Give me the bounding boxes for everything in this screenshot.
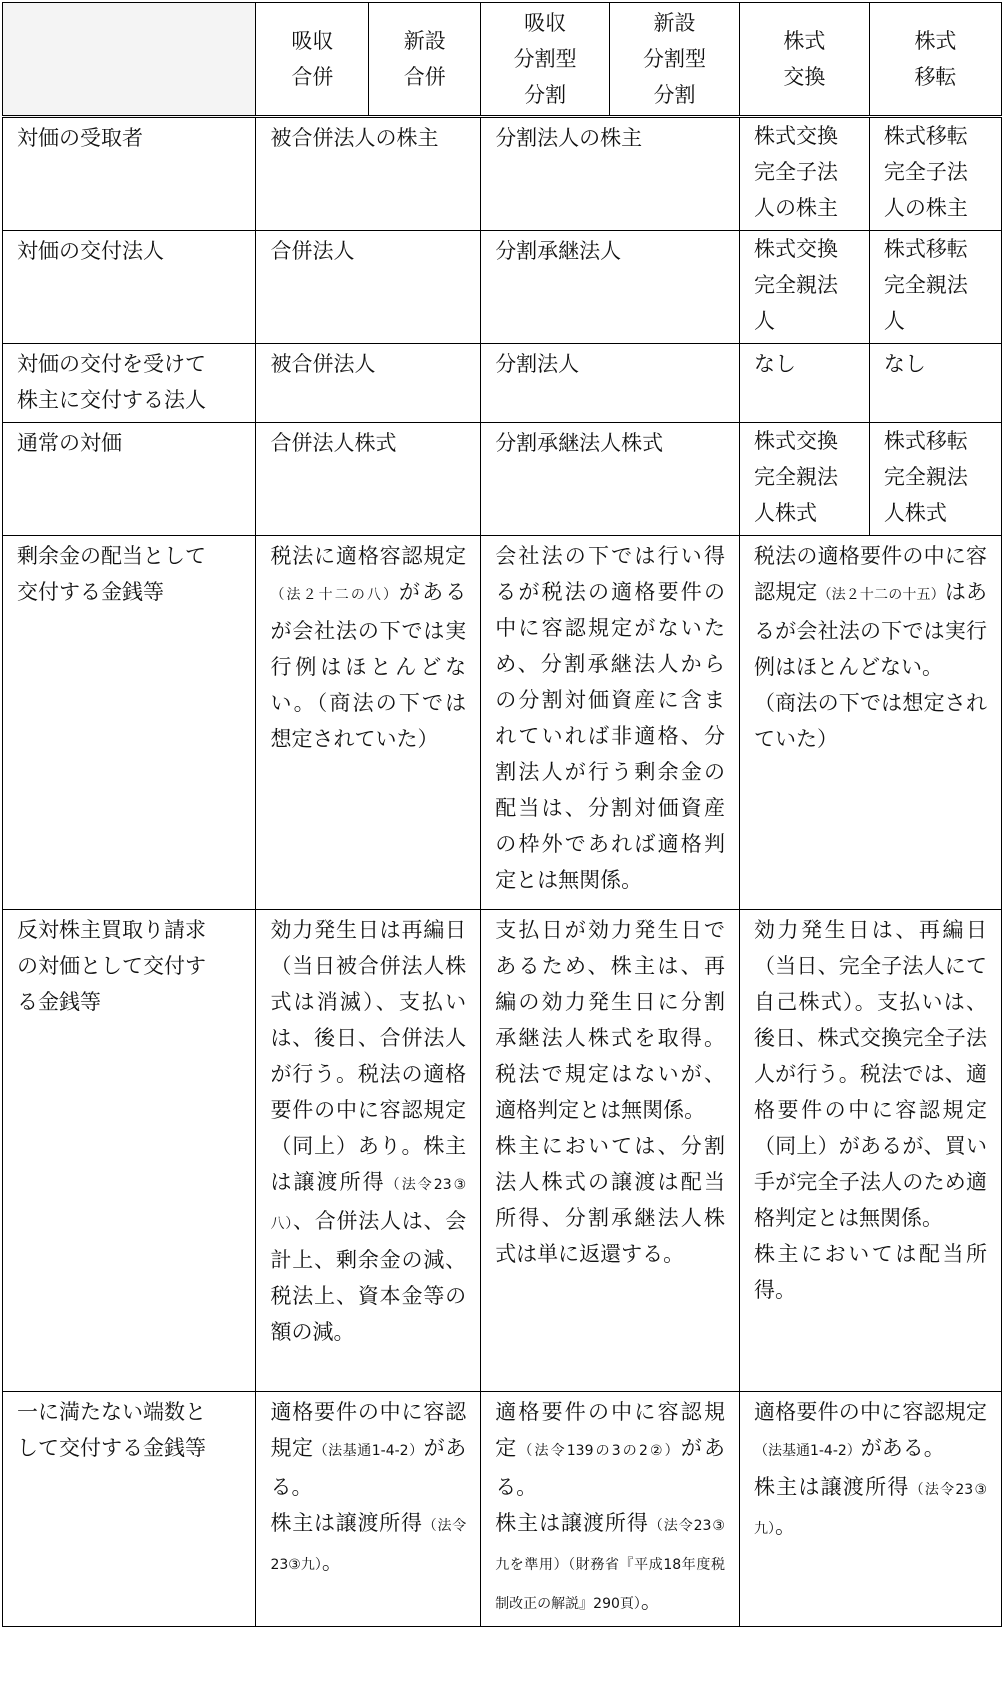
merger-cell: 税法に適格容認規定（法２十二の八）があるが会社法の下では実行例はほとんどない。（商法の下では想定されていた） [256,536,481,910]
exchange-transfer-cell: 効力発生日は、再編日（当日、完全子法人にて自己株式）。支払いは、後日、株式交換完全子法人が行う。税法では、適格要件の中に容認規定（同上）があるが、買い手が完全子法人のため適格判定とは無関係。 株主においては配当所得。 [739,910,1001,1392]
header-share-transfer: 株式 移転 [869,3,1001,117]
split-cell: 分割法人の株主 [481,117,740,231]
merger-cell: 適格要件の中に容認規定（法基通1-4-2）がある。 株主は譲渡所得（法令23③九）。 [256,1392,481,1627]
reorganization-comparison-table [2,2,1002,1627]
transfer-cell: 株式移転 完全子法 人の株主 [869,117,1001,231]
row-label: 対価の交付を受けて 株主に交付する法人 [3,344,256,423]
table-row [3,117,1002,231]
table-row [3,344,1002,423]
transfer-cell: 株式移転 完全親法 人 [869,231,1001,344]
split-cell: 適格要件の中に容認規定（法令139の3の2②）がある。 株主は譲渡所得（法令23③九を準用）（財務省『平成18年度税制改正の解説』290頁）。 [481,1392,740,1627]
header-absorption-merger: 吸収 合併 [256,3,369,117]
header-corner [3,3,256,117]
exchange-cell: 株式交換 完全親法 人 [739,231,869,344]
exchange-cell: 株式交換 完全子法 人の株主 [739,117,869,231]
split-cell: 支払日が効力発生日であるため、株主は、再編の効力発生日に分割承継法人株式を取得。税法で規定はないが、適格判定とは無関係。 株主においては、分割法人株式の譲渡は配当所得、分割承継法人株式は単に返還する。 [481,910,740,1392]
exchange-transfer-cell: 適格要件の中に容認規定（法基通1-4-2）がある。 株主は譲渡所得（法令23③九）。 [739,1392,1001,1627]
split-cell: 分割承継法人 [481,231,740,344]
row-label: 対価の交付法人 [3,231,256,344]
exchange-transfer-cell: 税法の適格要件の中に容認規定（法２十二の十五）はあるが会社法の下では実行例はほとんどない。 （商法の下では想定されていた） [739,536,1001,910]
table-row [3,910,1002,1392]
merger-cell: 合併法人 [256,231,481,344]
row-label: 反対株主買取り請求 の対価として交付す る金銭等 [3,910,256,1392]
row-label: 通常の対価 [3,423,256,536]
exchange-cell: 株式交換 完全親法 人株式 [739,423,869,536]
merger-cell: 被合併法人 [256,344,481,423]
merger-cell: 合併法人株式 [256,423,481,536]
transfer-cell: 株式移転 完全親法 人株式 [869,423,1001,536]
header-new-merger: 新設 合併 [369,3,481,117]
row-label: 対価の受取者 [3,117,256,231]
table-row [3,423,1002,536]
header-row [3,3,1002,117]
header-absorption-split: 吸収 分割型 分割 [481,3,610,117]
row-label: 一に満たない端数と して交付する金銭等 [3,1392,256,1627]
table-row [3,536,1002,910]
header-share-exchange: 株式 交換 [739,3,869,117]
split-cell: 会社法の下では行い得るが税法の適格要件の中に容認規定がないため、分割承継法人からの分割対価資産に含まれていれば非適格、分割法人が行う剰余金の配当は、分割対価資産の枠外であれば適格判定とは無関係。 [481,536,740,910]
split-cell: 分割法人 [481,344,740,423]
table-row [3,231,1002,344]
header-new-split: 新設 分割型 分割 [610,3,740,117]
row-label: 剰余金の配当として 交付する金銭等 [3,536,256,910]
split-cell: 分割承継法人株式 [481,423,740,536]
table-row [3,1392,1002,1627]
merger-cell: 効力発生日は再編日（当日被合併法人株式は消滅）、支払いは、後日、合併法人が行う。税法の適格要件の中に容認規定（同上）あり。株主は譲渡所得（法令23③八）、合併法人は、会計上、剰余金の減、税法上、資本金等の額の減。 [256,910,481,1392]
merger-cell: 被合併法人の株主 [256,117,481,231]
exchange-cell: なし [739,344,869,423]
transfer-cell: なし [869,344,1001,423]
